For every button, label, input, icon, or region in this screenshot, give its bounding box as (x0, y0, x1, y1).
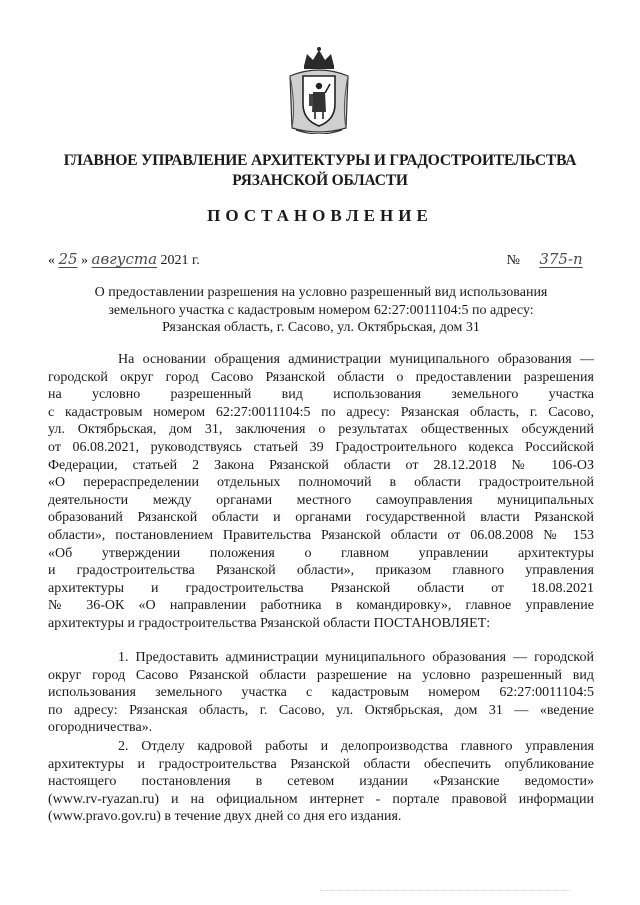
date-close-quote: » (81, 253, 88, 268)
date-month: августа (91, 250, 158, 268)
document-number (507, 250, 592, 269)
text-line: области», постановлением Правительства Рязанской области от 06.08.2008 № 153 (48, 527, 594, 543)
text-line: (www.rv-ryazan.ru) и на официальном интернет - портале правовой информации (48, 791, 594, 807)
date-number-row (48, 250, 592, 274)
subject-line: Рязанская область, г. Сасово, ул. Октябрьская, дом 31 (162, 320, 480, 335)
text-line: и градостроительства Рязанской области», приказом главного управления (48, 563, 594, 579)
text-line: «Об утверждении положения о главном управлении архитектуры (48, 545, 594, 561)
clause-1-paragraph (48, 649, 594, 737)
text-line: на условно разрешенный вид использования земельного участка (48, 387, 594, 403)
text-line: «О перераспределении отдельных полномочий в области градостроительной (48, 475, 594, 491)
text-line: архитектуры и градостроительства Рязанской области ПОСТАНОВЛЯЕТ: (48, 615, 491, 631)
coat-of-arms-icon (286, 46, 352, 134)
text-line: с кадастровым номером 62:27:0011104:5 по адресу: Рязанская область, г. Сасово, (48, 404, 594, 420)
date-day: 25 (58, 250, 78, 268)
date-open-quote: « (48, 253, 55, 268)
subject-line: земельного участка с кадастровым номером 62:27:0011104:5 по адресу: (108, 302, 534, 318)
document-date (48, 250, 200, 269)
document-subject (86, 284, 556, 337)
text-line: настоящего постановления в сетевом издании «Рязанские ведомости» (48, 774, 594, 790)
text-line: ул. Октябрьская, дом 31, заключения о результатах общественных обсуждений (48, 422, 594, 438)
text-line: образований Рязанской области и органами государственной власти Рязанской (48, 510, 594, 526)
text-line: архитектуры и градостроительства Рязанской области от 18.08.2021 (48, 580, 594, 596)
text-line: На основании обращения администрации муниципального образования — (118, 352, 594, 367)
number-value: 375-п (539, 250, 583, 268)
text-line: 2. Отделу кадровой работы и делопроизводства главного управления (118, 739, 594, 754)
text-line: (www.pravo.gov.ru) в течение двух дней со дня его издания. (48, 809, 402, 825)
text-line: использования земельного участка с кадастровым номером 62:27:0011104:5 (48, 685, 594, 701)
organization-title-line2: РЯЗАНСКОЙ ОБЛАСТИ (232, 172, 408, 189)
text-line: № 36-ОК «О направлении работника в командировку», главное управление (48, 598, 594, 614)
organization-title-line1: ГЛАВНОЕ УПРАВЛЕНИЕ АРХИТЕКТУРЫ И ГРАДОСТРОИТЕЛЬСТВА (63, 152, 577, 169)
text-line: Федерации, статьей 2 Закона Рязанской области от 28.12.2018 № 106-ОЗ (48, 457, 594, 473)
text-line: архитектуры и градостроительства Рязанской области обеспечить опубликование (48, 756, 594, 772)
text-line: огородничества». (48, 720, 153, 736)
preamble-paragraph (48, 351, 594, 633)
text-line: по адресу: Рязанская область, г. Сасово, ул. Октябрьская, дом 31 — «ведение (48, 702, 594, 718)
date-year: 2021 г. (160, 253, 200, 268)
page-bottom-divider (320, 890, 570, 891)
text-line: городской округ город Сасово Рязанской области о предоставлении разрешения (48, 369, 594, 385)
number-prefix: № (506, 253, 520, 268)
text-line: деятельности между органами местного самоуправления муниципальных (48, 492, 594, 508)
clause-2-paragraph (48, 738, 594, 826)
text-line: от 06.08.2021, руководствуясь статьей 39 Градостроительного кодекса Российской (48, 439, 594, 455)
subject-line: О предоставлении разрешения на условно разрешенный вид использования (94, 285, 548, 300)
text-line: 1. Предоставить администрации муниципального образования — городской (118, 650, 594, 665)
text-line: округ город Сасово Рязанской области разрешение на условно разрешенный вид (48, 667, 594, 683)
document-type-heading: ПОСТАНОВЛЕНИЕ (207, 206, 433, 225)
